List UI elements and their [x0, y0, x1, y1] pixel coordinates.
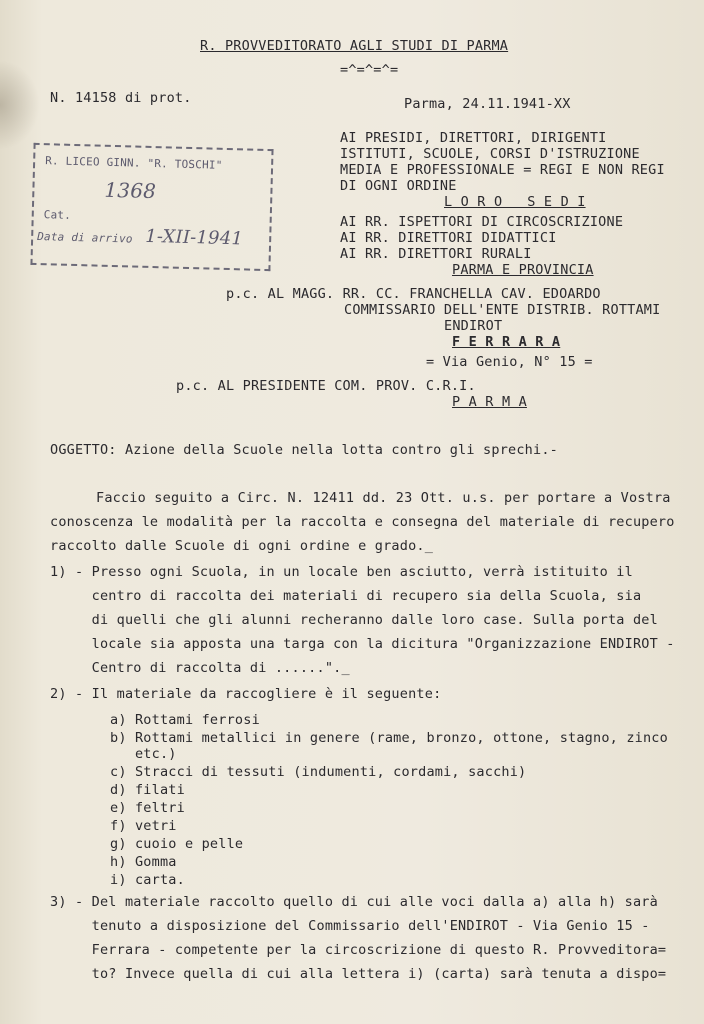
point3-line: to? Invece quella di cui alla lettera i) (carta) sarà tenuta a dispo= [50, 966, 667, 982]
point2-line: 2) - Il materiale da raccogliere è il seguente: [50, 686, 442, 702]
intro-line: conoscenza le modalità per la raccolta e consegna del materiale di recupero [50, 514, 675, 530]
material-item: e) feltri [110, 800, 185, 816]
stamp-number: 1368 [104, 177, 157, 204]
stamp-arrival-label: Data di arrivo [37, 230, 133, 246]
ornament: =^=^=^= [340, 62, 399, 78]
point1-line: locale sia apposta una targa con la dicitura "Organizzazione ENDIROT - [50, 636, 675, 652]
cc-commissario-line: F E R R A R A [452, 334, 561, 350]
material-item: a) Rottami ferrosi [110, 712, 260, 728]
material-item: g) cuoio e pelle [110, 836, 244, 852]
material-item: f) vetri [110, 818, 177, 834]
letter-date: Parma, 24.11.1941-XX [404, 96, 571, 112]
letter-subject: OGGETTO: Azione della Scuole nella lotta contro gli sprechi.- [50, 442, 558, 458]
point3-line: 3) - Del materiale raccolto quello di cui alle voci dalla a) alla h) sarà [50, 894, 658, 910]
cc-commissario-line: COMMISSARIO DELL'ENTE DISTRIB. ROTTAMI [344, 302, 661, 318]
intro-line: Faccio seguito a Circ. N. 12411 dd. 23 Ott. u.s. per portare a Vostra [96, 490, 671, 506]
recipient-line: MEDIA E PROFESSIONALE = REGI E NON REGI [340, 162, 665, 178]
stamp-category: Cat. [43, 208, 72, 222]
cc-commissario-line: ENDIROT [444, 318, 503, 334]
material-item: c) Stracci di tessuti (indumenti, cordami, sacchi) [110, 764, 527, 780]
point1-line: 1) - Presso ogni Scuola, in un locale ben asciutto, verrà istituito il [50, 564, 633, 580]
cc-commissario: p.c. AL MAGG. RR. CC. FRANCHELLA CAV. EDOARDO [226, 286, 601, 302]
material-item: i) carta. [110, 872, 185, 888]
point1-line: di quelli che gli alunni recheranno dalle loro case. Sulla porta del [50, 612, 658, 628]
cc-president: p.c. AL PRESIDENTE COM. PROV. C.R.I. [176, 378, 476, 394]
material-item: d) filati [110, 782, 185, 798]
recipient-line: PARMA E PROVINCIA [452, 262, 594, 278]
material-item: b) Rottami metallici in genere (rame, bronzo, ottone, stagno, zinco [110, 730, 668, 746]
stamp-arrival-date: 1-XII-1941 [144, 225, 244, 250]
recipient-line: L O R O S E D I [444, 194, 586, 210]
intro-line: raccolto dalle Scuole di ogni ordine e grado._ [50, 538, 434, 554]
point3-line: tenuto a disposizione del Commissario dell'ENDIROT - Via Genio 15 - [50, 918, 650, 934]
recipient-line: AI RR. DIRETTORI DIDATTICI [340, 230, 557, 246]
recipient-line: DI OGNI ORDINE [340, 178, 457, 194]
arrival-stamp [30, 143, 273, 271]
point1-line: Centro di raccolta di ......"._ [50, 660, 350, 676]
material-item: etc.) [110, 746, 177, 762]
recipient-line: AI RR. DIRETTORI RURALI [340, 246, 532, 262]
recipient-line: AI RR. ISPETTORI DI CIRCOSCRIZIONE [340, 214, 624, 230]
protocol-number: N. 14158 di prot. [50, 90, 192, 106]
recipient-line: AI PRESIDI, DIRETTORI, DIRIGENTI [340, 130, 607, 146]
recipient-line: ISTITUTI, SCUOLE, CORSI D'ISTRUZIONE [340, 146, 640, 162]
point1-line: centro di raccolta dei materiali di recupero sia della Scuola, sia [50, 588, 642, 604]
paper-stain [0, 60, 40, 150]
cc-commissario-line: = Via Genio, N° 15 = [426, 354, 593, 370]
office-heading: R. PROVVEDITORATO AGLI STUDI DI PARMA [200, 38, 509, 54]
cc-president-city: P A R M A [452, 394, 527, 410]
stamp-school: R. LICEO GINN. "R. TOSCHI" [45, 154, 223, 172]
point3-line: Ferrara - competente per la circoscrizione di questo R. Provveditora= [50, 942, 667, 958]
material-item: h) Gomma [110, 854, 177, 870]
